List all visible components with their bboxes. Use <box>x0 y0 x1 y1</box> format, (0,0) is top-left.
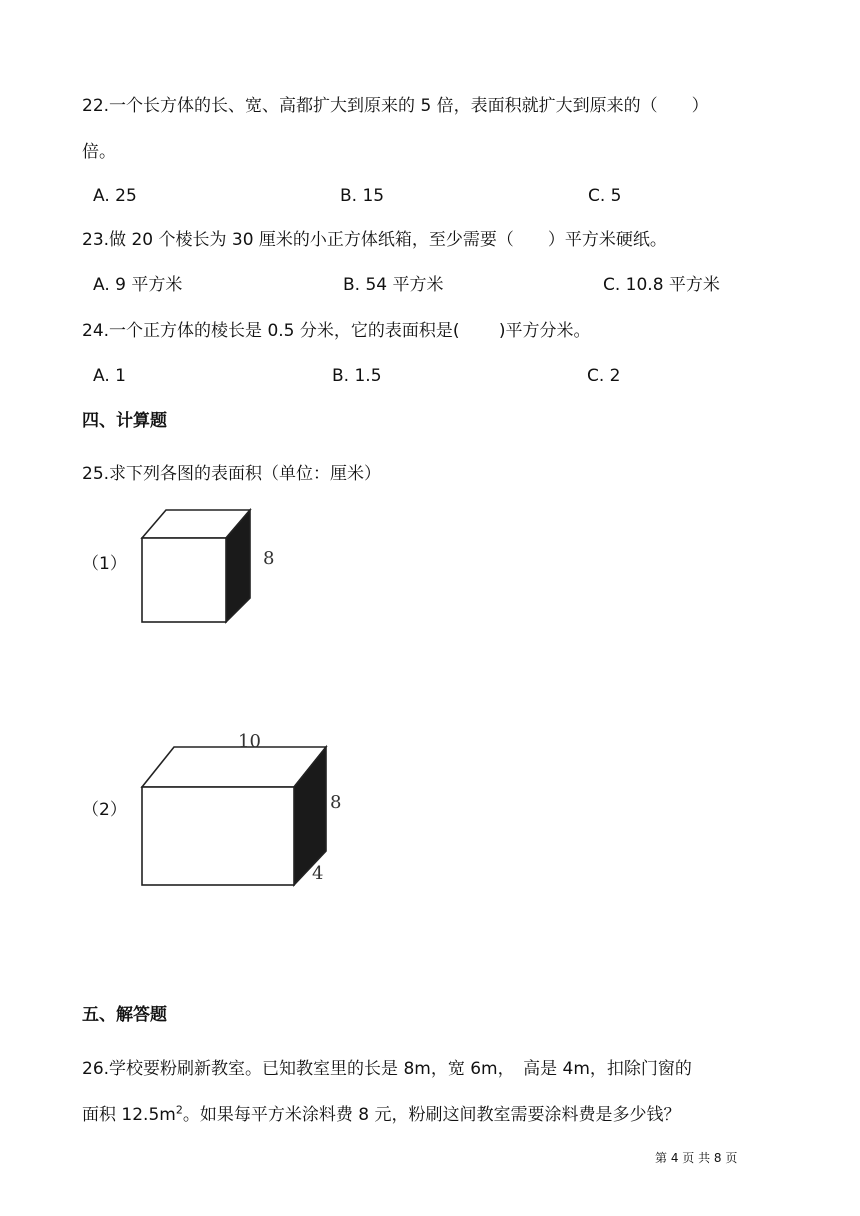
q26-line1: 26.学校要粉刷新教室。已知教室里的长是 8m，宽 6m， 高是 4m，扣除门窗的 <box>82 1059 692 1079</box>
q22-option-c: C. 5 <box>588 186 622 206</box>
cube-figure <box>130 500 290 630</box>
q22-option-b: B. 15 <box>340 186 385 206</box>
q24-option-a: A. 1 <box>93 366 126 386</box>
section-5-heading: 五、解答题 <box>82 1005 167 1025</box>
q23-option-a: A. 9 平方米 <box>93 275 183 295</box>
q25-fig1-label: （1） <box>82 554 127 574</box>
q22-line1: 22.一个长方体的长、宽、高都扩大到原来的 5 倍，表面积就扩大到原来的（ ） <box>82 96 709 116</box>
page-footer: 第 4 页 共 8 页 <box>655 1151 738 1165</box>
cube-edge-label: 8 <box>263 548 275 569</box>
q26-line2 <box>82 1103 680 1127</box>
q24-option-c: C. 2 <box>587 366 621 386</box>
q23-option-c: C. 10.8 平方米 <box>603 275 720 295</box>
cuboid-width-label: 4 <box>312 863 324 884</box>
q24-line1: 24.一个正方体的棱长是 0.5 分米，它的表面积是( )平方分米。 <box>82 321 591 341</box>
q26-line2-pre: 面积 12.5m <box>82 1105 176 1125</box>
q25-text: 25.求下列各图的表面积（单位：厘米） <box>82 464 382 484</box>
q23-option-b: B. 54 平方米 <box>343 275 444 295</box>
q26-line2-post: 。如果每平方米涂料费 8 元，粉刷这间教室需要涂料费是多少钱？ <box>182 1105 681 1125</box>
q25-fig2-label: （2） <box>82 800 127 820</box>
q23-line1: 23.做 20 个棱长为 30 厘米的小正方体纸箱，至少需要（ ）平方米硬纸。 <box>82 230 667 250</box>
cuboid-figure <box>130 725 370 895</box>
q22-option-a: A. 25 <box>93 186 137 206</box>
cuboid-length-label: 10 <box>238 731 261 752</box>
q26-superscript: 2 <box>175 1103 183 1117</box>
q24-option-b: B. 1.5 <box>332 366 382 386</box>
cuboid-height-label: 8 <box>330 792 342 813</box>
q22-line2: 倍。 <box>82 142 116 162</box>
section-4-heading: 四、计算题 <box>82 411 167 431</box>
